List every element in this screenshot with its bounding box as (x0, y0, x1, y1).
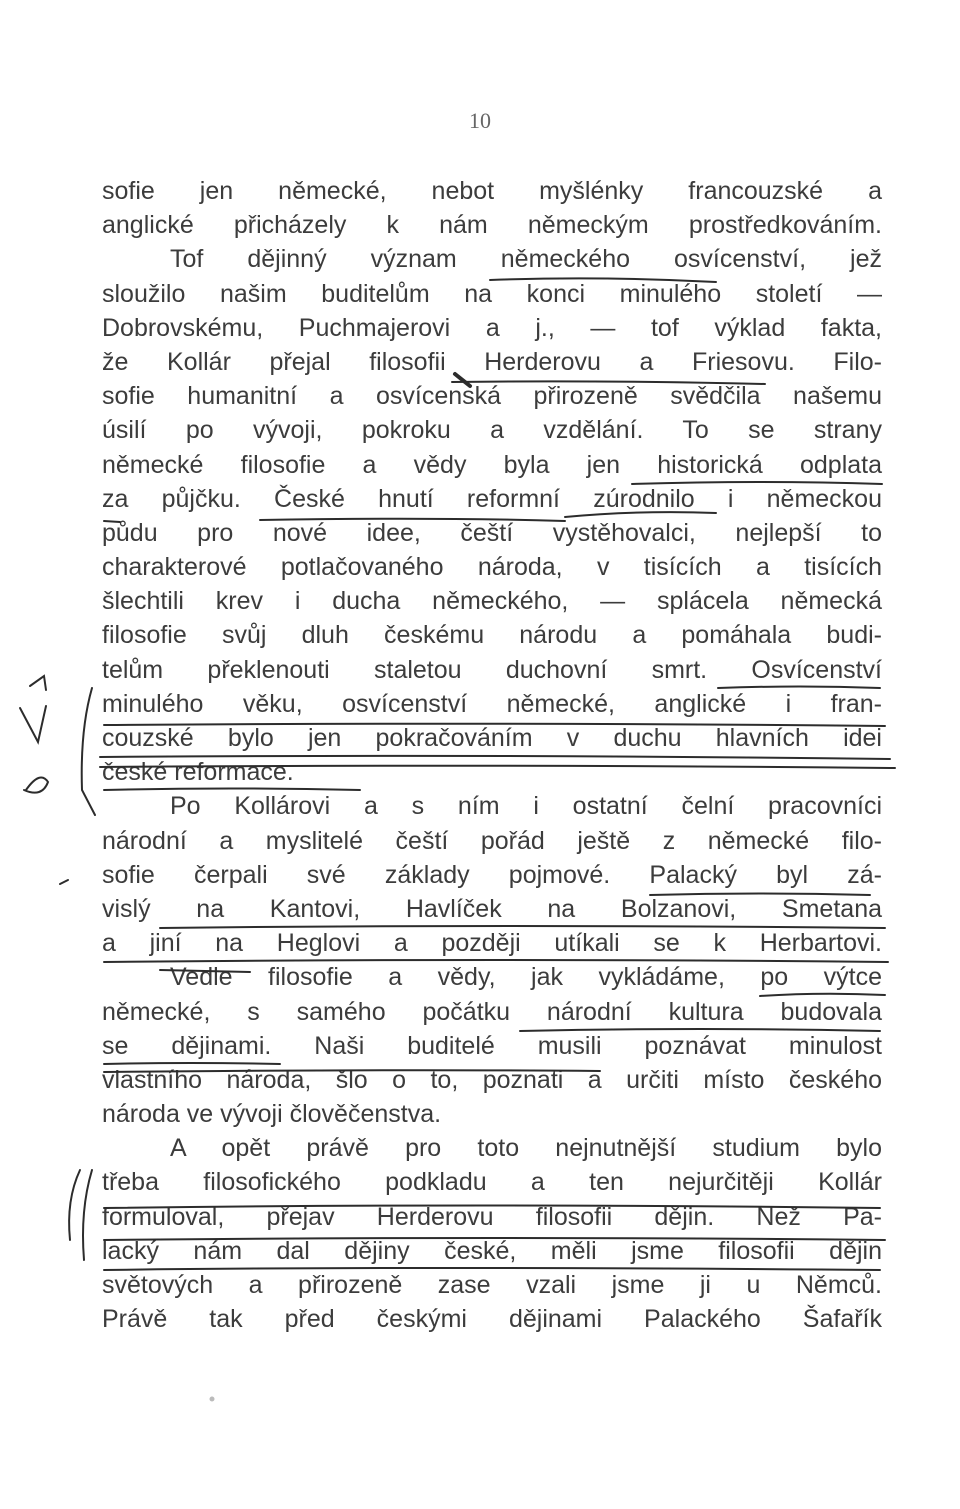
text-line: šlechtili krev i ducha německého, — splácela německá (102, 587, 882, 616)
text-line: Tof dějinný význam německého osvícenství, jež (170, 245, 882, 274)
margin-loop (24, 778, 48, 793)
text-line: sofie humanitní a osvícenská přirozeně svědčila našemu (102, 382, 882, 411)
text-line: národní a myslitelé čeští pořád ještě z německé filo- (102, 826, 882, 855)
text-line: anglické přicházely k nám německým prostředkováním. (102, 211, 882, 240)
text-line: vislý na Kantovi, Havlíček na Bolzanovi, Smetana (102, 894, 882, 923)
text-line: Po Kollárovi a s ním i ostatní čelní pracovníci (170, 792, 882, 821)
text-line: světových a přirozeně zase vzali jsme ji u Němců. (102, 1271, 882, 1299)
text-line: české reformace. (102, 758, 294, 787)
text-line: sofie čerpali své základy pojmové. Palacký byl zá- (102, 860, 882, 889)
text-line: telům překlenouti staletou duchovní smrt. Osvícenství (102, 655, 882, 684)
margin-bracket (82, 688, 95, 815)
text-line: minulého věku, osvícenství německé, anglické i fran- (102, 689, 882, 718)
text-line: vlastního národa, šlo o to, poznati a určiti místo českého (102, 1065, 882, 1094)
text-line: třeba filosofického podkladu a ten nejurčitěji Kollár (102, 1168, 882, 1197)
text-line: úsilí po vývoji, pokroku a vzdělání. To se strany (102, 416, 882, 445)
text-line: filosofie svůj dluh českému národu a pomáhala budi- (102, 621, 882, 650)
text-line: německé filosofie a vědy byla jen historická odplata (102, 450, 882, 479)
text-line: za půjčku. České hnutí reformní zúrodnilo i německou (102, 484, 882, 513)
text-line: Dobrovskému, Puchmajerovi a j., — tof výklad fakta, (102, 313, 882, 342)
text-line: se dějinami. Naši buditelé musili poznávat minulost (102, 1031, 882, 1060)
margin-tick (60, 880, 68, 884)
text-line: národa ve vývoji člověčenstva. (102, 1100, 442, 1129)
margin-check (20, 706, 46, 742)
margin-bracket (69, 1170, 80, 1240)
text-line: půdu pro nové idee, čeští vystěhovalci, nejlepší to (102, 518, 882, 547)
text-line: Právě tak před českými dějinami Palackého Šafařík (102, 1305, 882, 1334)
text-line: lacký nám dal dějiny české, měli jsme filosofii dějin (102, 1236, 882, 1265)
body-text (102, 174, 882, 1336)
text-line: Vedle filosofie a vědy, jak vykládáme, po výtce (170, 963, 882, 992)
text-line: že Kollár přejal filosofii Herderovu a Friesovu. Filo- (102, 347, 882, 376)
text-line: charakterové potlačovaného národa, v tisících a tisících (102, 553, 882, 582)
page-number: 10 (469, 108, 491, 133)
text-line: sofie jen německé, nebot myšlénky francouzské a (102, 177, 882, 205)
text-line: A opět právě pro toto nejnutnější studium bylo (170, 1134, 882, 1163)
text-line: couzské bylo jen pokračováním v duchu hlavních idei (102, 724, 882, 752)
text-line: formuloval, přejav Herderovu filosofii dějin. Než Pa- (102, 1202, 882, 1231)
text-line: německé, s samého počátku národní kultura budovala (102, 997, 882, 1026)
ink-dot (210, 1397, 215, 1402)
text-line: sloužilo našim buditelům na konci minulého století — (102, 279, 882, 308)
margin-bracket (83, 1170, 92, 1260)
text-line: a jiní na Heglovi a později utíkali se k Herbartovi. (102, 929, 882, 958)
margin-arrow (30, 676, 46, 690)
